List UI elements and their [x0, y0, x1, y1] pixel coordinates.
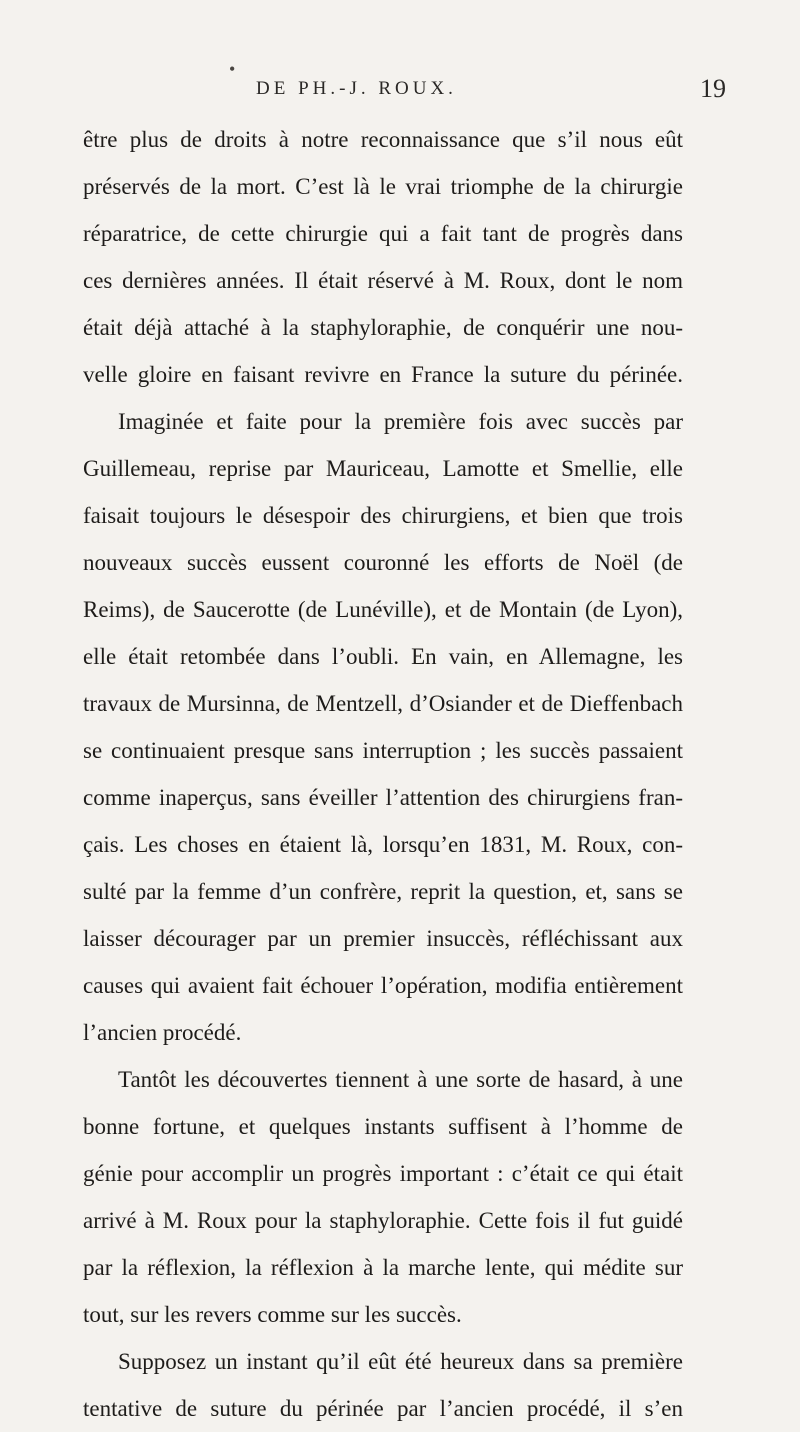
text-line: préservés de la mort. C’est là le vrai triomphe de la chirurgie [83, 174, 683, 199]
text-line: par la réflexion, la réflexion à la marche lente, qui médite sur [83, 1255, 683, 1280]
text-line: génie pour accomplir un progrès important : c’était ce qui était [83, 1161, 683, 1186]
text-line: ces dernières années. Il était réservé à M. Roux, dont le nom [83, 268, 683, 293]
body-text [83, 116, 683, 1432]
text-line: bonne fortune, et quelques instants suffisent à l’homme de [83, 1114, 683, 1139]
text-line: velle gloire en faisant revivre en France la suture du périnée. [83, 362, 683, 387]
text-line: faisait toujours le désespoir des chirurgiens, et bien que trois [83, 503, 683, 528]
print-mark: • [229, 59, 236, 79]
text-line: causes qui avaient fait échouer l’opération, modifia entièrement [83, 973, 683, 998]
text-line: Tantôt les découvertes tiennent à une sorte de hasard, à une [118, 1067, 683, 1092]
text-line: tentative de suture du périnée par l’ancien procédé, il s’en [83, 1396, 683, 1421]
text-line: Guillemeau, reprise par Mauriceau, Lamotte et Smellie, elle [83, 456, 683, 481]
running-title: DE PH.-J. ROUX. [256, 78, 457, 99]
text-line: l’ancien procédé. [83, 1020, 242, 1045]
text-line: comme inaperçus, sans éveiller l’attention des chirurgiens fran- [83, 785, 683, 810]
text-line: nouveaux succès eussent couronné les efforts de Noël (de [83, 550, 683, 575]
text-line: était déjà attaché à la staphyloraphie, de conquérir une nou- [83, 315, 683, 340]
text-line: être plus de droits à notre reconnaissance que s’il nous eût [83, 127, 683, 152]
text-line: sulté par la femme d’un confrère, reprit la question, et, sans se [83, 879, 683, 904]
text-line: Supposez un instant qu’il eût été heureux dans sa première [118, 1349, 683, 1374]
text-line: Imaginée et faite pour la première fois avec succès par [118, 409, 683, 434]
text-line: tout, sur les revers comme sur les succès. [83, 1302, 462, 1327]
text-line: elle était retombée dans l’oubli. En vain, en Allemagne, les [83, 644, 683, 669]
text-line: laisser décourager par un premier insuccès, réfléchissant aux [83, 926, 683, 951]
text-line: se continuaient presque sans interruption ; les succès passaient [83, 738, 683, 763]
page-number: 19 [700, 74, 726, 103]
text-line: travaux de Mursinna, de Mentzell, d’Osiander et de Dieffenbach [83, 691, 683, 716]
text-line: réparatrice, de cette chirurgie qui a fait tant de progrès dans [83, 221, 683, 246]
text-line: çais. Les choses en étaient là, lorsqu’en 1831, M. Roux, con- [83, 832, 683, 857]
page-header [0, 74, 800, 108]
text-line: arrivé à M. Roux pour la staphyloraphie. Cette fois il fut guidé [83, 1208, 683, 1233]
text-line: Reims), de Saucerotte (de Lunéville), et de Montain (de Lyon), [83, 597, 683, 622]
